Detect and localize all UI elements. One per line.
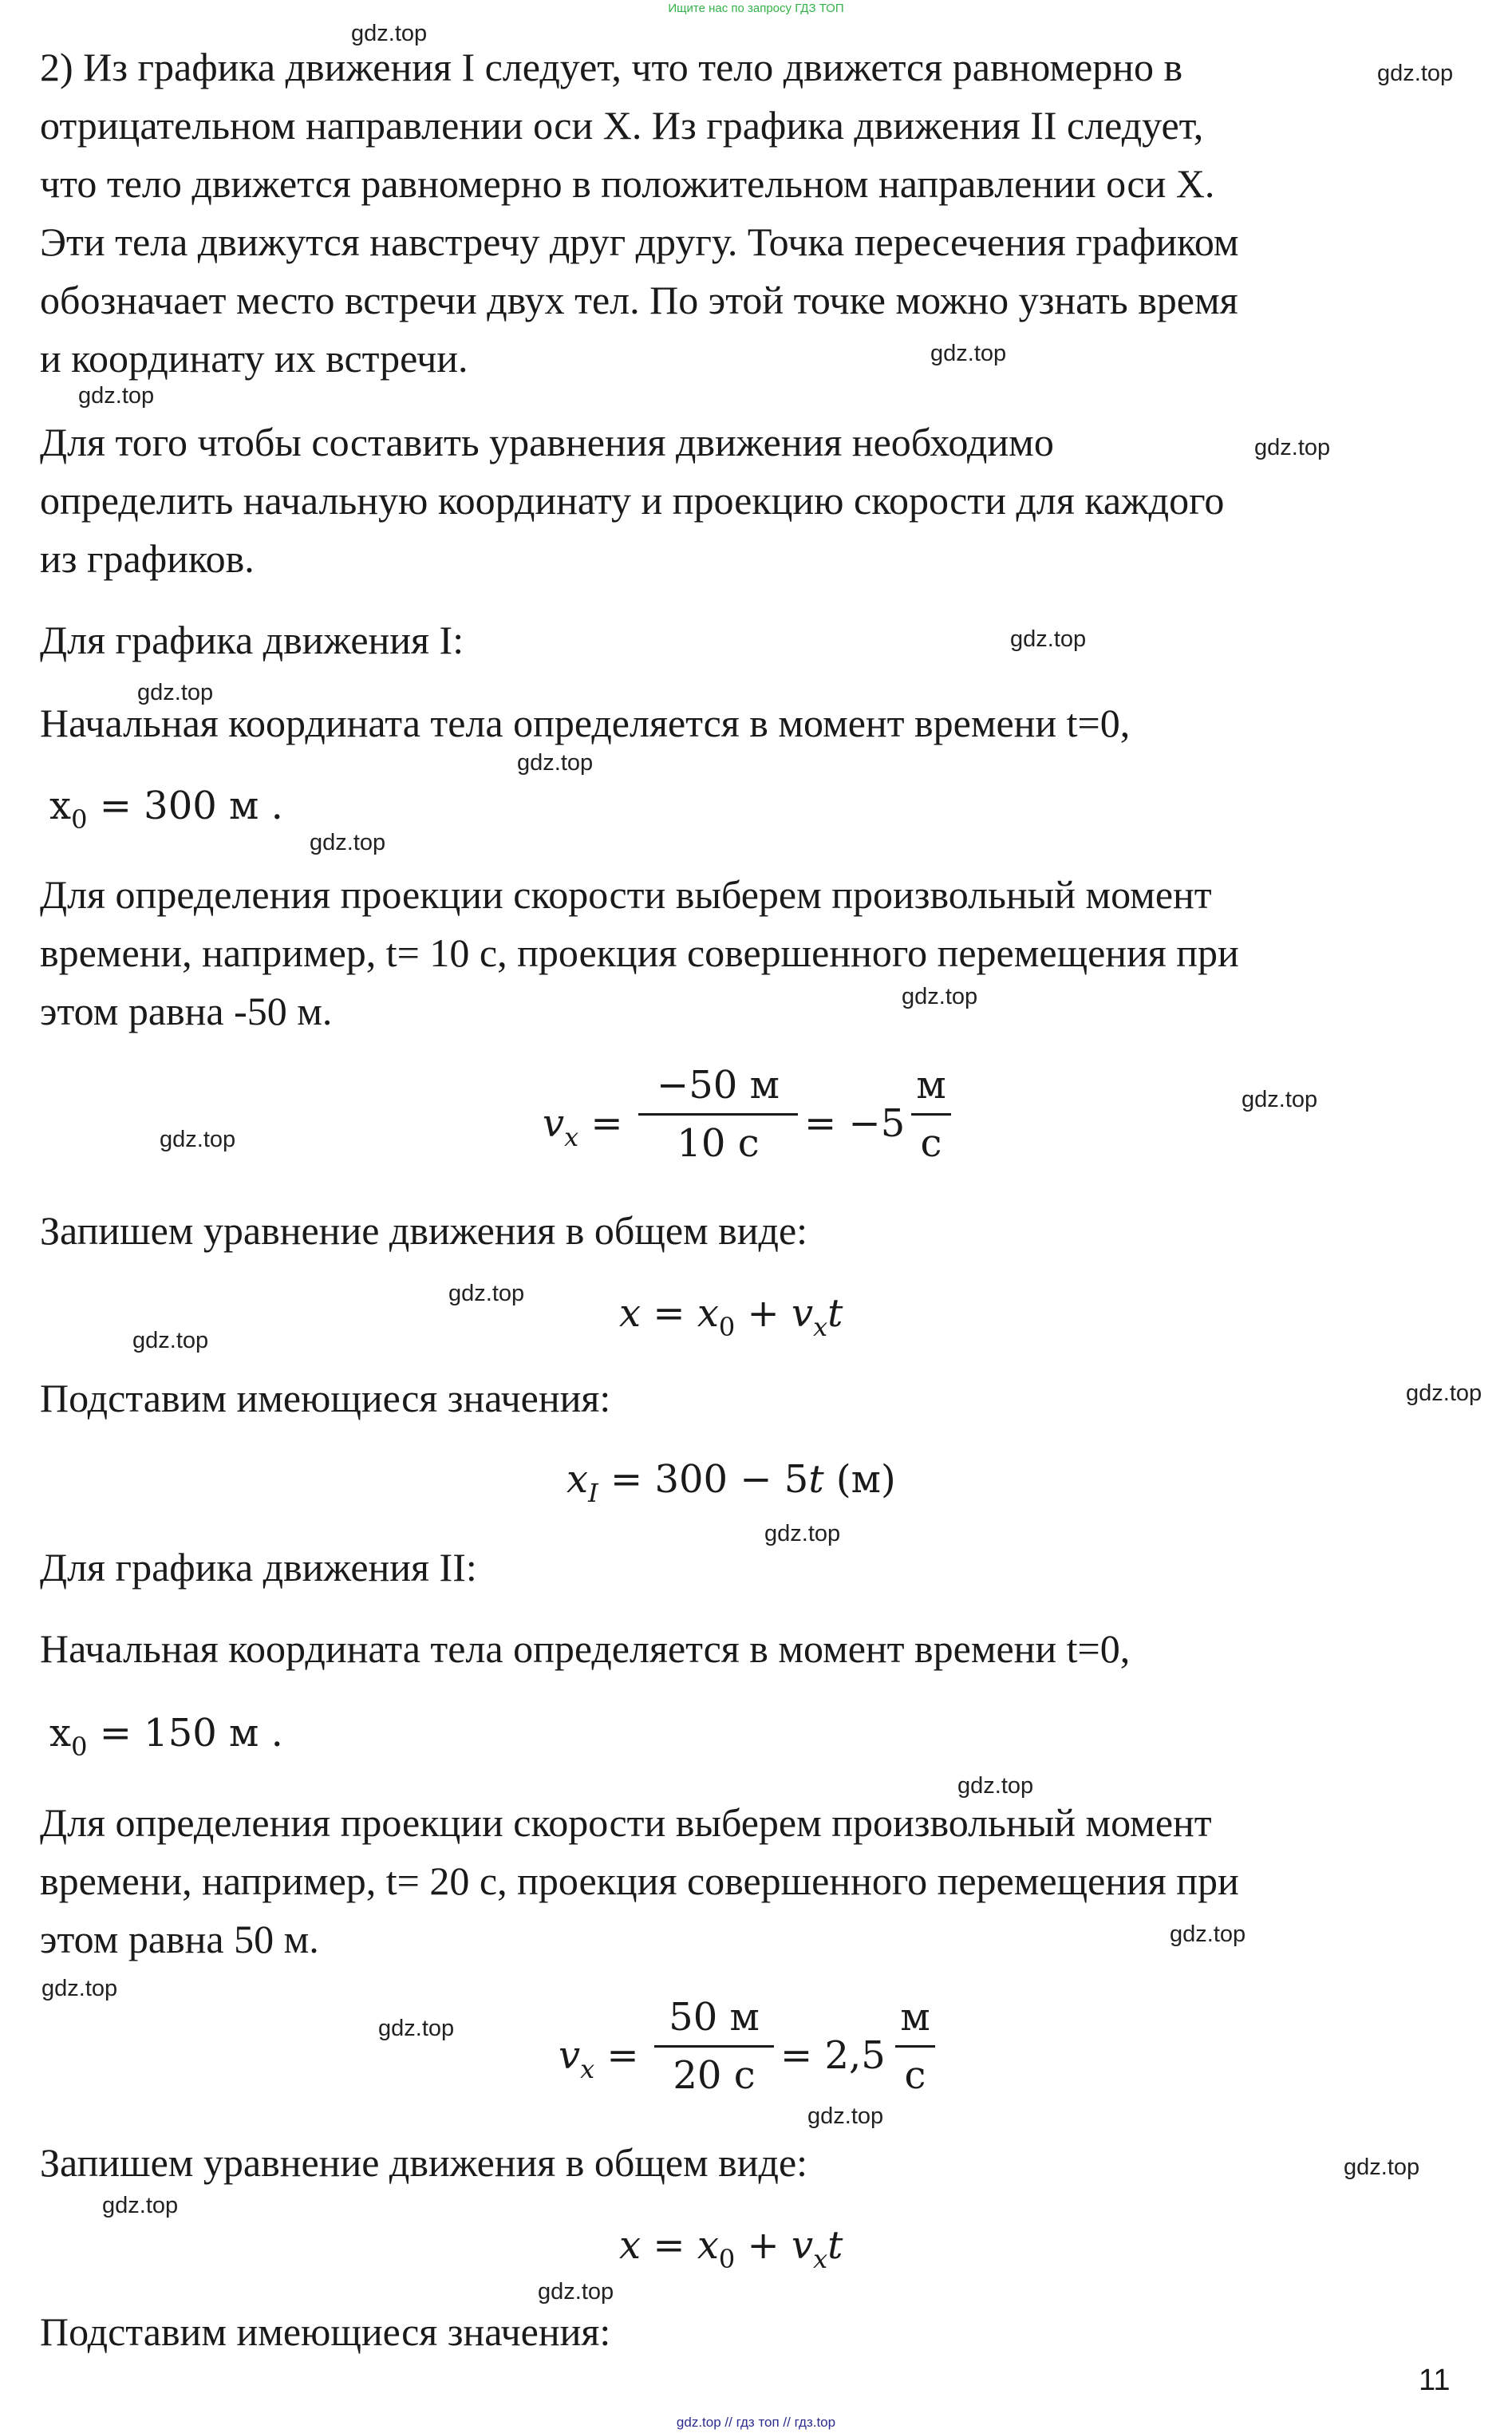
watermark: gdz.top (1344, 2155, 1420, 2180)
formula-x0-II: $x_0 = 150$ м . (49, 1711, 283, 1762)
fraction-numerator: 50 м (669, 1995, 760, 2040)
formula-general-2: $x = x_0 + v_xt$ (619, 2223, 843, 2274)
text-line: этом равна -50 м. (40, 989, 333, 1033)
watermark: gdz.top (1010, 626, 1087, 652)
text-line: отрицательном направлении оси X. Из графика движения II следует, (40, 103, 1204, 148)
watermark: gdz.top (448, 1281, 525, 1306)
text-line: 2) Из графика движения I следует, что тело движется равномерно в (40, 45, 1183, 89)
text-line: из графиков. (40, 536, 255, 581)
watermark: gdz.top (1170, 1922, 1246, 1947)
section-heading-1: Для графика движения I: (40, 618, 464, 662)
text-line: времени, например, t= 20 с, проекция совершенного перемещения при (40, 1858, 1239, 1903)
x0-I-value: 300 м (144, 784, 259, 828)
fraction-bar (654, 2045, 774, 2048)
text-line: Запишем уравнение движения в общем виде: (40, 2140, 808, 2185)
formula-vx-I-lhs: $v_x$ = (543, 1101, 623, 1152)
text-line: Для определения проекции скорости выберем произвольный момент (40, 872, 1212, 917)
text-line: Для того чтобы составить уравнения движения необходимо (40, 420, 1054, 464)
text-line: времени, например, t= 10 с, проекция совершенного перемещения при (40, 930, 1239, 975)
x0-II-value: 150 м (144, 1711, 259, 1756)
watermark: gdz.top (538, 2279, 614, 2305)
text-line: обозначает место встречи двух тел. По этой точке можно узнать время (40, 278, 1238, 322)
watermark: gdz.top (78, 383, 155, 409)
fraction-unit-I: м с (911, 1061, 951, 1167)
watermark: gdz.top (517, 750, 594, 776)
fraction-vx-I (638, 1061, 798, 1167)
formula-vx-II-lhs: $v_x$ = (559, 2033, 639, 2084)
text-line: что тело движется равномерно в положительном направлении оси X. (40, 161, 1215, 206)
watermark: gdz.top (902, 984, 978, 1009)
formula-vx-I-result: = −5 (804, 1101, 906, 1146)
fraction-numerator: −50 м (657, 1063, 780, 1108)
watermark: gdz.top (807, 2103, 884, 2129)
watermark: gdz.top (102, 2193, 179, 2218)
watermark: gdz.top (1377, 61, 1454, 86)
fraction-bar (638, 1113, 798, 1116)
footer-note: gdz.top // гдз топ // гдз.top (676, 2415, 836, 2430)
watermark: gdz.top (957, 1773, 1034, 1799)
fraction-denominator: 20 с (673, 2053, 756, 2098)
page-number: 11 (1419, 2364, 1451, 2397)
fraction-denominator: 10 с (677, 1121, 760, 1166)
watermark: gdz.top (137, 680, 214, 705)
formula-general-1: $x = x_0 + v_xt$ (619, 1291, 843, 1342)
text-line: Подставим имеющиеся значения: (40, 2309, 611, 2354)
text-line: этом равна 50 м. (40, 1917, 319, 1961)
formula-x0-I: $x_0 = 300$ м . (49, 784, 283, 835)
text-line: Начальная координата тела определяется в момент времени t=0, (40, 1626, 1131, 1671)
text-line: определить начальную координату и проекцию скорости для каждого (40, 478, 1225, 523)
text-line: Для определения проекции скорости выберем произвольный момент (40, 1800, 1212, 1845)
formula-vx-II-result: = 2,5 (780, 2033, 886, 2078)
text-line: Запишем уравнение движения в общем виде: (40, 1208, 808, 1253)
watermark: gdz.top (1254, 435, 1331, 460)
header-note: Ищите нас по запросу ГДЗ ТОП (668, 2, 844, 15)
formula-x-I: $x_I = 300 - 5t$ (м) (567, 1457, 896, 1508)
text-line: Подставим имеющиеся значения: (40, 1376, 611, 1420)
watermark: gdz.top (132, 1328, 209, 1353)
section-heading-2: Для графика движения II: (40, 1545, 477, 1590)
watermark: gdz.top (41, 1976, 118, 2001)
watermark: gdz.top (1406, 1380, 1482, 1406)
fraction-unit-II: м с (895, 1993, 935, 2099)
watermark: gdz.top (1242, 1087, 1318, 1112)
watermark: gdz.top (160, 1127, 236, 1152)
text-line: и координату их встречи. (40, 336, 468, 381)
text-line: Эти тела движутся навстречу друг другу. Точка пересечения графиком (40, 219, 1239, 264)
text-line: Начальная координата тела определяется в момент времени t=0, (40, 701, 1131, 745)
fraction-vx-II (654, 1993, 774, 2099)
watermark: gdz.top (378, 2016, 455, 2041)
watermark: gdz.top (764, 1521, 841, 1546)
watermark: gdz.top (310, 830, 386, 855)
watermark: gdz.top (351, 21, 428, 46)
watermark: gdz.top (930, 341, 1007, 366)
